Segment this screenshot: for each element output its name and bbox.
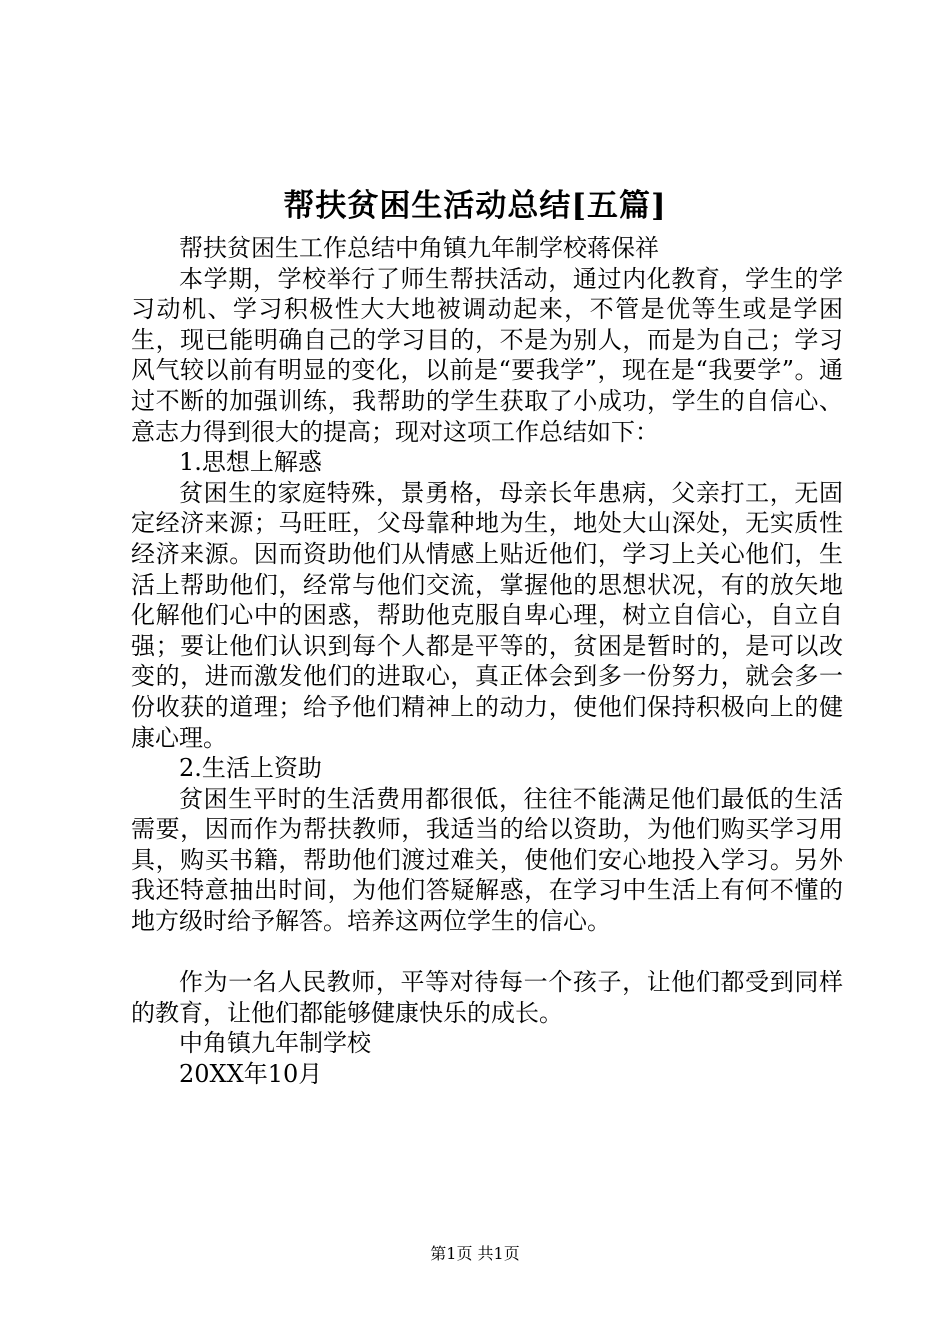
document-title: 帮扶贫困生活动总结[五篇]	[283, 188, 667, 224]
signature-date: 20XX年10月	[179, 1060, 323, 1089]
signature-school: 中角镇九年制学校	[179, 1029, 371, 1058]
subtitle-paragraph: 帮扶贫困生工作总结中角镇九年制学校蒋保祥	[179, 234, 659, 262]
section-heading-1: 1.思想上解惑	[179, 448, 322, 477]
section-1-paragraph: 贫困生的家庭特殊，景勇格，母亲长年患病，父亲打工，无固定经济来源；马旺旺，父母靠种地为生，地处大山深处，无实质性经济来源。因而资助他们从情感上贴近他们，学习上关心他们，生活上帮助他们，经常与他们交流，掌握他的思想状况，有的放矢地化解他们心中的困惑，帮助他克服自卑心理，树立自信心，自立自强；要让他们认识到每个人都是平等的，贫困是暂时的，是可以改变的，进而激发他们的进取心，真正体会到多一份努力，就会多一份收获的道理；给予他们精神上的动力，使他们保持积极向上的健康心理。	[131, 478, 843, 752]
blank-line	[131, 937, 843, 968]
section-2-paragraph: 贫困生平时的生活费用都很低，往往不能满足他们最低的生活需要，因而作为帮扶教师，我适当的给以资助，为他们购买学习用具，购买书籍，帮助他们渡过难关，使他们安心地投入学习。另外我还特意抽出时间，为他们答疑解惑，在学习中生活上有何不懂的地方级时给予解答。培养这两位学生的信心。	[131, 784, 843, 936]
document-body	[131, 233, 843, 1090]
intro-paragraph: 本学期，学校举行了师生帮扶活动，通过内化教育，学生的学习动机、学习积极性大大地被调动起来，不管是优等生或是学困生，现已能明确自己的学习目的，不是为别人，而是为自己；学习风气较以前有明显的变化，以前是“要我学”，现在是“我要学”。通过不断的加强训练，我帮助的学生获取了小成功，学生的自信心、意志力得到很大的提高；现对这项工作总结如下：	[131, 264, 843, 446]
closing-paragraph: 作为一名人民教师，平等对待每一个孩子，让他们都受到同样的教育，让他们都能够健康快乐的成长。	[131, 968, 843, 1027]
page-footer: 第1页 共1页	[430, 1244, 520, 1263]
section-heading-2: 2.生活上资助	[179, 754, 322, 783]
